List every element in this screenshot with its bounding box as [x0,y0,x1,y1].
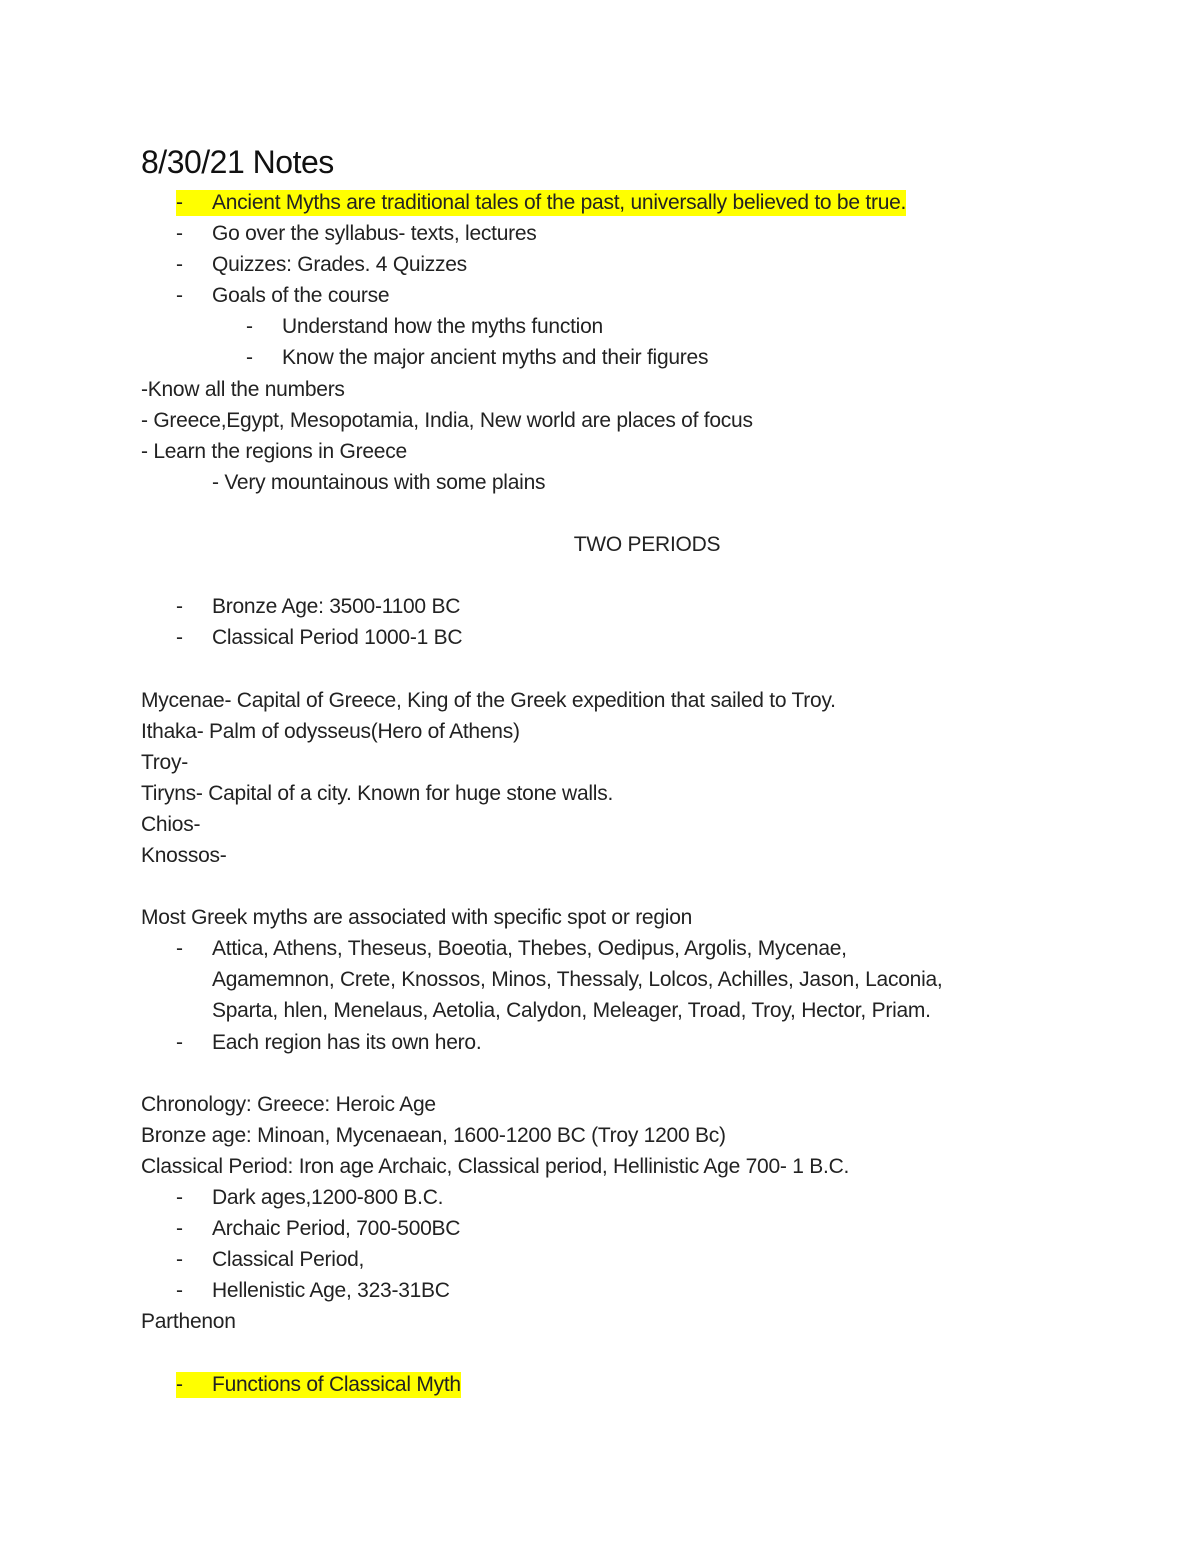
text-line [0,1120,1200,1151]
blank-line [0,1058,1200,1089]
line-text: Agamemnon, Crete, Knossos, Minos, Thessaly, Lolcos, Achilles, Jason, Laconia, [212,968,943,992]
line-text: -Know all the numbers [141,377,345,401]
text-line [0,778,1200,809]
line-text: Classical Period, [212,1248,365,1272]
line-text: Tiryns- Capital of a city. Known for huge stone walls. [141,781,614,805]
line-text: Functions of Classical Myth [212,1372,461,1396]
bullet-item [0,933,1200,964]
line-text: Sparta, hlen, Menelaus, Aetolia, Calydon, Meleager, Troad, Troy, Hector, Priam. [212,999,931,1023]
blank-line [0,871,1200,902]
line-text: Bronze Age: 3500-1100 BC [212,595,461,619]
line-text: Knossos- [141,843,227,867]
text-line [0,902,1200,933]
line-text: Each region has its own hero. [212,1030,482,1054]
bullet-item [0,1369,1200,1400]
line-text: Most Greek myths are associated with specific spot or region [141,906,693,930]
bullet-dash: - [176,1217,183,1241]
text-line [0,436,1200,467]
text-line [0,747,1200,778]
text-line [0,995,1200,1026]
document-body [0,187,1200,1400]
text-line [0,467,1200,498]
text-line [0,685,1200,716]
bullet-dash: - [176,1279,183,1303]
line-text: Understand how the myths function [282,315,603,339]
line-text: Attica, Athens, Theseus, Boeotia, Thebes, Oedipus, Argolis, Mycenae, [212,937,847,961]
bullet-item [0,1182,1200,1213]
bullet-dash: - [176,222,183,246]
line-text: Hellenistic Age, 323-31BC [212,1279,450,1303]
text-line [0,809,1200,840]
line-text: Archaic Period, 700-500BC [212,1217,461,1241]
line-text: Troy- [141,750,188,774]
line-text: - Learn the regions in Greece [141,439,407,463]
text-line [0,405,1200,436]
text-line [0,840,1200,871]
line-text: Chios- [141,812,201,836]
page-title: 8/30/21 Notes [141,144,334,180]
line-text: - Greece,Egypt, Mesopotamia, India, New world are places of focus [141,408,753,432]
bullet-dash: - [176,626,183,650]
line-text: Goals of the course [212,284,390,308]
bullet-dash: - [176,191,183,214]
bullet-dash: - [176,1372,183,1396]
bullet-item [0,622,1200,653]
bullet-dash: - [246,315,253,339]
section-heading [0,529,1200,560]
bullet-dash: - [176,937,183,961]
bullet-item [0,280,1200,311]
line-text: Dark ages,1200-800 B.C. [212,1186,444,1209]
bullet-item [0,1213,1200,1244]
text-line [0,964,1200,995]
line-text: - Very mountainous with some plains [212,470,546,494]
line-text: Mycenae- Capital of Greece, King of the Greek expedition that sailed to Troy. [141,688,836,712]
text-line [0,1089,1200,1120]
blank-line [0,653,1200,684]
blank-line [0,560,1200,591]
line-text: Bronze age: Minoan, Mycenaean, 1600-1200 BC (Troy 1200 Bc) [141,1123,726,1147]
line-text: Ithaka- Palm of odysseus(Hero of Athens) [141,719,520,743]
bullet-item [0,249,1200,280]
line-text: Parthenon [141,1310,236,1334]
text-line [0,716,1200,747]
line-text: Go over the syllabus- texts, lectures [212,222,537,246]
bullet-dash: - [176,595,183,619]
text-line [0,1306,1200,1337]
bullet-item [0,311,1200,342]
bullet-dash: - [176,284,183,308]
bullet-item [0,342,1200,373]
blank-line [0,498,1200,529]
line-text: Classical Period 1000-1 BC [212,626,463,650]
bullet-item [0,218,1200,249]
line-text: TWO PERIODS [573,533,721,557]
text-line [0,374,1200,405]
line-text: Know the major ancient myths and their figures [282,346,709,370]
bullet-dash: - [246,346,253,370]
bullet-dash: - [176,1248,183,1272]
blank-line [0,1337,1200,1368]
bullet-dash: - [176,1030,183,1054]
bullet-dash: - [176,1186,183,1209]
bullet-item [0,1244,1200,1275]
bullet-item [0,1027,1200,1058]
line-text: Classical Period: Iron age Archaic, Classical period, Hellinistic Age 700- 1 B.C. [141,1154,850,1178]
line-text: Chronology: Greece: Heroic Age [141,1092,436,1116]
line-text: Quizzes: Grades. 4 Quizzes [212,253,467,277]
line-text: Ancient Myths are traditional tales of the past, universally believed to be true. [212,191,907,214]
bullet-item [0,187,1200,218]
bullet-dash: - [176,253,183,277]
bullet-item [0,591,1200,622]
bullet-item [0,1275,1200,1306]
text-line [0,1151,1200,1182]
